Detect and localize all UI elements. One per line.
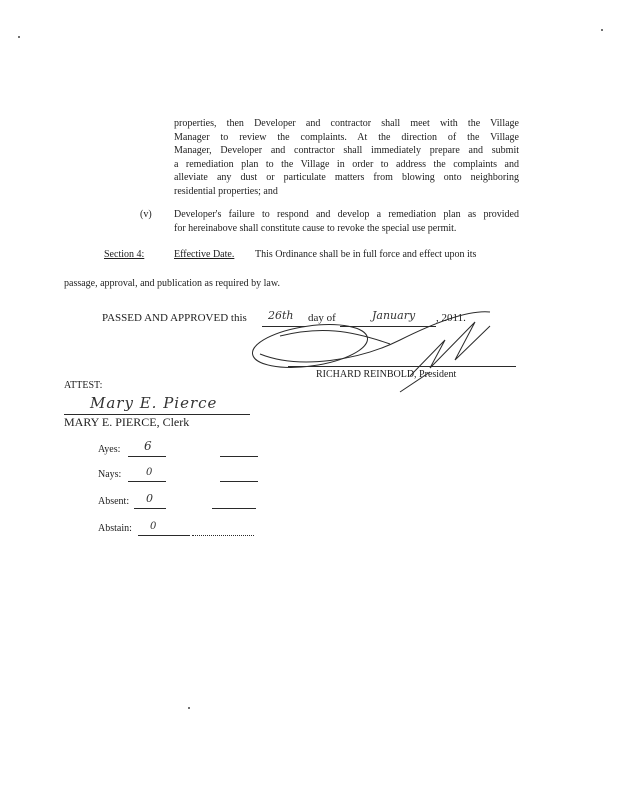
- president-signature: [240, 300, 510, 400]
- item-v-marker: (v): [140, 209, 152, 220]
- vote-absent-line: [134, 508, 166, 509]
- president-signature-line: [288, 366, 516, 367]
- vote-nays-extra-line: [220, 481, 258, 482]
- text-line: a remediation plan to the Village in order to address the complaints and: [174, 158, 519, 170]
- text-line: residential properties; and: [174, 185, 278, 197]
- attest-label: ATTEST:: [64, 380, 103, 391]
- day-of-text: day of: [308, 312, 336, 324]
- text-line: for hereinabove shall constitute cause to revoke the special use permit.: [174, 222, 457, 234]
- vote-ayes-value: 6: [144, 439, 152, 453]
- vote-abstain-line: [138, 535, 190, 536]
- passed-approved-prefix: PASSED AND APPROVED this: [102, 312, 247, 324]
- text-line: properties, then Developer and contractor shall meet with the Village: [174, 118, 519, 129]
- text-line: Manager to review the complaints. At the direction of the Village: [174, 131, 519, 143]
- section-4-label: Section 4:: [104, 249, 145, 260]
- month-handwritten: January: [372, 309, 416, 322]
- text-line: alleviate any dust or particulate matters from blowing onto neighboring: [174, 172, 519, 183]
- text-line: Developer's failure to respond and develop a remediation plan as provided: [174, 209, 519, 220]
- vote-abstain-value: 0: [150, 521, 157, 532]
- vote-ayes-line: [128, 456, 166, 457]
- vote-ayes-label: Ayes:: [98, 444, 121, 455]
- section-4-text-cont: passage, approval, and publication as required by law.: [64, 278, 280, 289]
- vote-abstain-label: Abstain:: [98, 523, 132, 534]
- text-line: Manager, Developer and contractor shall immediately prepare and submit: [174, 145, 519, 156]
- scan-speck: [188, 707, 190, 709]
- vote-abstain-extra-line: [192, 535, 254, 536]
- vote-nays-value: 0: [146, 467, 153, 478]
- paragraph-continuation: [174, 117, 519, 198]
- vote-nays-label: Nays:: [98, 469, 122, 480]
- clerk-signature: Mary E. Pierce: [90, 394, 218, 412]
- vote-nays-line: [128, 481, 166, 482]
- scan-speck: [18, 36, 20, 38]
- vote-absent-label: Absent:: [98, 496, 130, 507]
- vote-ayes-extra-line: [220, 456, 258, 457]
- section-4-text: This Ordinance shall be in full force and effect upon its: [255, 249, 477, 260]
- clerk-name: MARY E. PIERCE, Clerk: [64, 415, 190, 429]
- president-name: RICHARD REINBOLD, President: [316, 369, 457, 380]
- vote-absent-extra-line: [212, 508, 256, 509]
- scan-speck: [601, 29, 603, 31]
- vote-absent-value: 0: [146, 492, 153, 505]
- item-v-text: [174, 208, 519, 235]
- day-handwritten: 26th: [268, 309, 294, 322]
- year-text: , 2011.: [436, 312, 466, 324]
- section-4-heading: Effective Date.: [174, 249, 235, 260]
